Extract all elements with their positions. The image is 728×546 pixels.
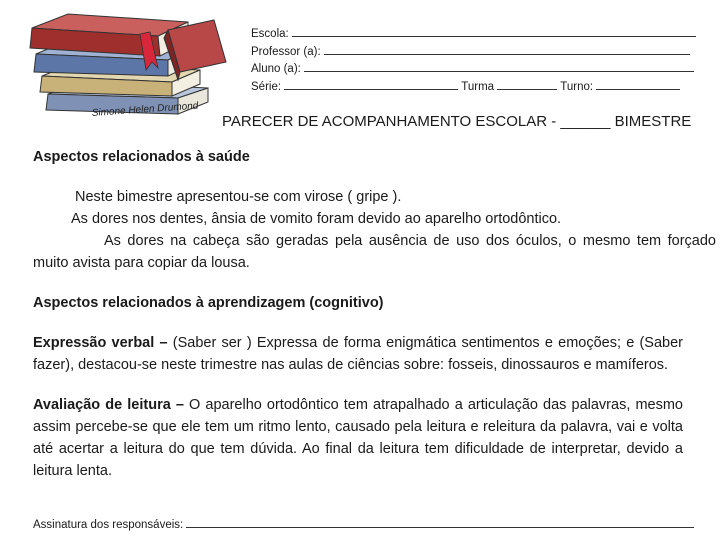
reading-evaluation-paragraph (33, 394, 683, 482)
escola-label: Escola: (251, 28, 289, 40)
professor-label: Professor (a): (251, 45, 321, 58)
turno-label: Turno: (560, 80, 594, 93)
health-line-3: As dores na cabeça são geradas pela ausência de uso dos óculos, o mesmo tem forçado muito avista para copiar da lousa. (33, 233, 716, 271)
header-form (251, 25, 711, 95)
verbal-expression-text: (Saber ser ) Expressa de forma enigmática sentimentos e emoções; e (Saber fazer), destacou-se neste trimestre nas aulas de ciências sobre: fosseis, dinossauros e mamíferos. (33, 335, 683, 373)
professor-line (251, 43, 711, 61)
report-body (33, 146, 716, 482)
signature-label: Assinatura dos responsáveis: (33, 519, 184, 531)
learning-heading: Aspectos relacionados à aprendizagem (cognitivo) (33, 295, 384, 311)
document-title: PARECER DE ACOMPANHAMENTO ESCOLAR - ______ BIMESTRE (222, 113, 692, 130)
signature-line (33, 516, 694, 531)
verbal-expression-label: Expressão verbal – (33, 335, 168, 351)
books-clipart-logo (28, 2, 228, 132)
logo-signature: Simone Helen Drumond (91, 100, 199, 119)
escola-field[interactable] (292, 25, 696, 37)
health-line-2: As dores nos dentes, ânsia de vomito foram devido ao aparelho ortodôntico. (71, 211, 562, 227)
escola-line (251, 25, 711, 43)
books-stack-icon (28, 2, 228, 132)
verbal-expression-paragraph (33, 332, 683, 376)
turno-field[interactable] (596, 78, 680, 90)
health-heading: Aspectos relacionados à saúde (33, 149, 250, 165)
serie-label: Série: (251, 80, 282, 93)
professor-field[interactable] (324, 43, 690, 55)
health-line-1: Neste bimestre apresentou-se com virose ( gripe ). (75, 189, 402, 205)
aluno-line (251, 60, 711, 78)
signature-field[interactable] (186, 516, 694, 528)
serie-line (251, 78, 711, 96)
serie-field[interactable] (284, 78, 458, 90)
reading-evaluation-text: O aparelho ortodôntico tem atrapalhado a articulação das palavras, mesmo assim percebe-se que ele tem um ritmo lento, causado pela leitura e releitura da palavra, vai e volta até acertar a leitura do que tem dúvida. Ao final da leitura tem dificuldade de interpretar, devido a leitura lenta. (33, 397, 683, 479)
turma-field[interactable] (497, 78, 557, 90)
reading-evaluation-label: Avaliação de leitura – (33, 397, 184, 413)
aluno-field[interactable] (304, 60, 694, 72)
turma-label: Turma (461, 80, 495, 93)
aluno-label: Aluno (a): (251, 63, 301, 75)
